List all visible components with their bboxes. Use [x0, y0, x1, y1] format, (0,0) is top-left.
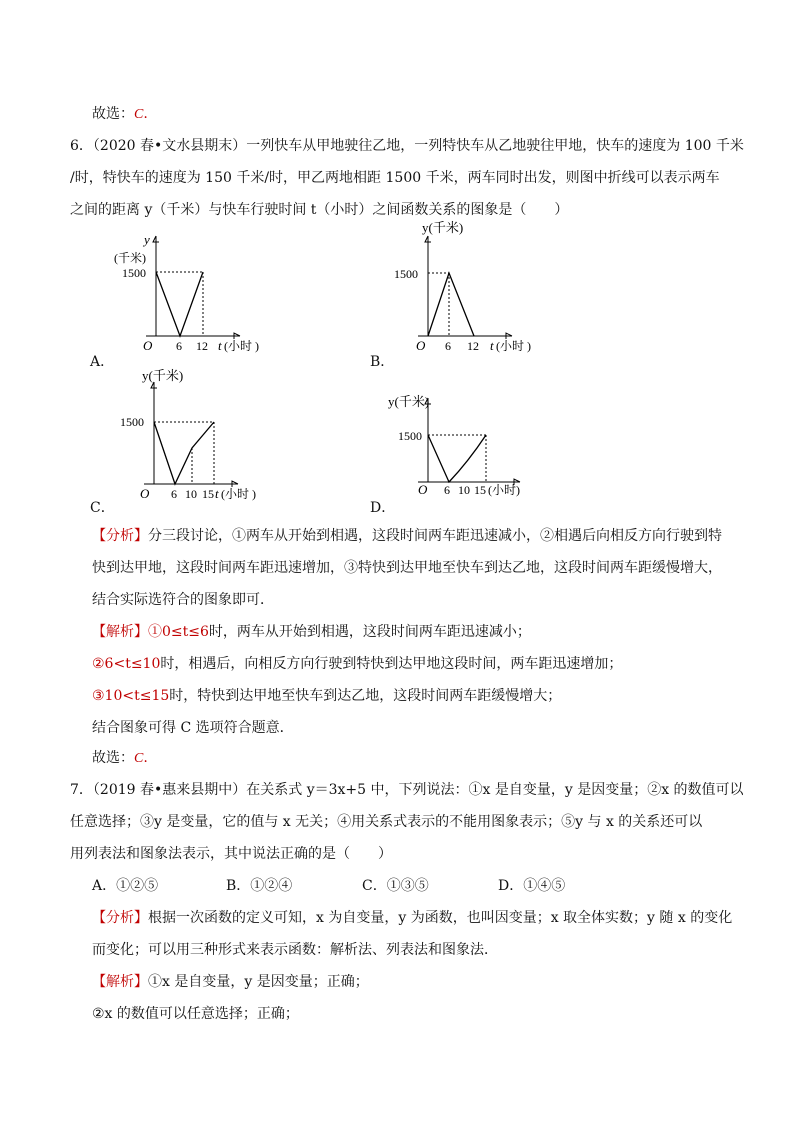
graph-a-line	[156, 272, 203, 336]
graph-c-origin: O	[140, 486, 150, 501]
q6-analysis-line-1	[92, 526, 722, 546]
answer-prefix: 故选：	[92, 106, 134, 122]
answer-letter: C	[134, 107, 144, 122]
graph-a-tick-2: 12	[196, 339, 208, 353]
previous-answer	[92, 104, 148, 125]
graph-b-x-unit: (小时 )	[496, 339, 531, 353]
solution-cond: ②6<t≤10	[92, 656, 161, 672]
q6-solution-line-3	[92, 686, 561, 706]
solution-tag: 【解析】	[92, 624, 148, 640]
graph-b-line	[428, 273, 474, 336]
graph-d-y-label: y(千米)	[388, 394, 430, 409]
analysis-text: 分三段讨论，①两车从开始到相遇，这段时间两车距迅速减小，②相遇后向相反方向行驶到特	[148, 528, 722, 544]
q6-stem-line-1: 6．（2020 春•文水县期末）一列快车从甲地驶往乙地，一列特快车从乙地驶往甲地，快车的速度为 100 千米	[70, 138, 744, 154]
graph-a	[100, 226, 280, 366]
q6-solution-line-2	[92, 654, 622, 674]
analysis-tag: 【分析】	[92, 910, 148, 926]
option-c-label: C．	[90, 500, 115, 516]
graph-c-line	[154, 422, 214, 484]
graph-c-tick-3: 15	[202, 487, 214, 501]
q7-solution-line-1	[92, 972, 369, 992]
q7-solution-line-2: ②x 的数值可以任意选择；正确；	[92, 1006, 299, 1022]
answer-prefix: 故选：	[92, 750, 134, 766]
q7-stem-line-1: 7．（2019 春•惠来县期中）在关系式 y＝3x+5 中，下列说法：①x 是自变量，y 是因变量；②x 的数值可以	[70, 782, 744, 798]
q7-analysis-line-1	[92, 908, 732, 928]
q6-conclusion: 结合图象可得 C 选项符合题意．	[92, 720, 294, 736]
graph-d-origin: O	[418, 482, 428, 497]
answer-suffix: .	[143, 750, 148, 766]
graph-d-x-unit: (小时)	[488, 483, 520, 497]
solution-text: 时，相遇后，向相反方向行驶到特快到达甲地这段时间，两车距迅速增加；	[160, 656, 623, 672]
q7-choice-a: A．①②⑤	[92, 878, 159, 894]
q7-stem-line-2: 任意选择；③y 是变量，它的值与 x 无关；④用关系式表示的不能用图象表示；⑤y 与 x 的关系还可以	[70, 814, 703, 830]
q6-final-answer	[92, 748, 148, 769]
graph-d-y-value: 1500	[398, 429, 422, 443]
graph-d-tick-1: 6	[444, 483, 450, 497]
option-d-label: D．	[370, 500, 396, 516]
answer-letter: C	[134, 751, 144, 766]
graph-a-x-unit: (小时 )	[224, 339, 259, 353]
graph-a-y-value: 1500	[122, 266, 146, 280]
q6-stem-line-2: /时，特快车的速度为 150 千米/时，甲乙两地相距 1500 千米，两车同时出发，则图中折线可以表示两车	[70, 170, 720, 186]
graph-d-tick-3: 15	[474, 483, 486, 497]
q6-analysis-line-2: 快到达甲地，这段时间两车距迅速增加，③特快到达甲地至快车到达乙地，这段时间两车距缓慢增大，	[92, 560, 722, 576]
q7-choice-d: D．①④⑤	[498, 878, 566, 894]
q7-analysis-line-2: 而变化；可以用三种形式来表示函数：解析法、列表法和图象法．	[92, 942, 498, 958]
graph-a-y-unit: (千米)	[114, 251, 146, 265]
graph-b	[380, 218, 560, 366]
graph-a-x-label: t	[218, 338, 222, 353]
q6-stem-line-3: 之间的距离 y（千米）与快车行驶时间 t（小时）之间函数关系的图象是（ ）	[70, 202, 569, 218]
option-b-label: B．	[370, 354, 395, 370]
analysis-text: 根据一次函数的定义可知，x 为自变量，y 为函数，也叫因变量；x 取全体实数；y 随 x 的变化	[148, 910, 733, 926]
graph-a-y-label: y	[144, 232, 150, 247]
solution-text: 时，两车从开始到相遇，这段时间两车距迅速减小；	[208, 624, 531, 640]
graph-c-tick-1: 6	[171, 487, 177, 501]
graph-d	[380, 390, 560, 506]
answer-suffix: .	[143, 106, 148, 122]
option-a-label: A．	[90, 354, 115, 370]
graph-b-tick-2: 12	[467, 339, 479, 353]
graph-c-x-unit: (小时 )	[221, 487, 256, 501]
graph-a-origin: O	[143, 338, 153, 353]
analysis-tag: 【分析】	[92, 528, 148, 544]
graph-d-tick-2: 10	[458, 483, 470, 497]
graph-b-origin: O	[416, 338, 426, 353]
graph-c-y-value: 1500	[120, 415, 144, 429]
graph-d-line	[428, 435, 486, 482]
graph-c-y-label: y(千米)	[142, 368, 184, 383]
solution-cond: ③10<t≤15	[92, 688, 170, 704]
q6-analysis-line-3: 结合实际选符合的图象即可．	[92, 592, 274, 608]
graph-b-y-value: 1500	[394, 267, 418, 281]
solution-text: 时，特快到达甲地至快车到达乙地，这段时间两车距缓慢增大；	[169, 688, 562, 704]
q7-choice-b: B．①②④	[226, 878, 293, 894]
q7-stem-line-3: 用列表法和图象法表示，其中说法正确的是（ ）	[70, 846, 392, 862]
solution-cond: ①0≤t≤6	[148, 624, 209, 640]
graph-c	[110, 366, 290, 506]
solution-tag: 【解析】	[92, 974, 148, 990]
graph-c-tick-2: 10	[185, 487, 197, 501]
graph-b-y-label: y(千米)	[422, 220, 464, 235]
graph-a-tick-1: 6	[176, 339, 182, 353]
q7-choice-c: C．①③⑤	[362, 878, 429, 894]
graph-b-x-label: t	[490, 338, 494, 353]
graph-b-tick-1: 6	[445, 339, 451, 353]
graph-c-x-label: t	[215, 486, 219, 501]
solution-text: ①x 是自变量，y 是因变量；正确；	[148, 974, 369, 990]
q6-solution-line-1	[92, 622, 531, 642]
